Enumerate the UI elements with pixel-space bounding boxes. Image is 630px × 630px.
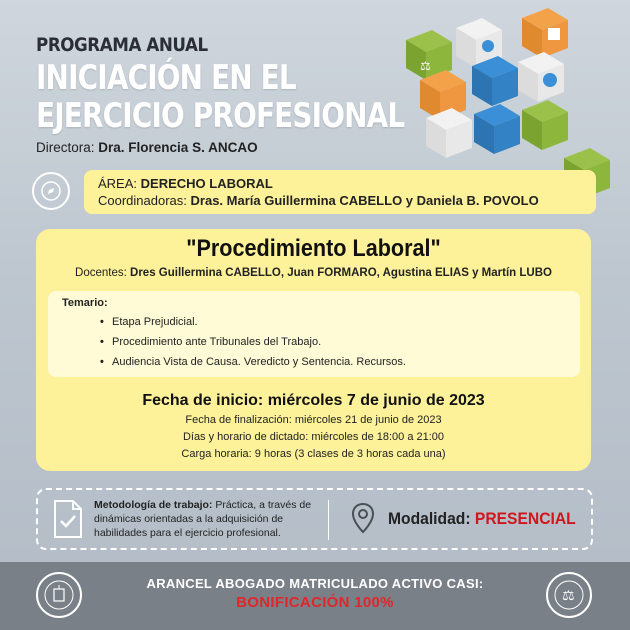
modality-label: Modalidad: bbox=[388, 509, 471, 528]
fee-label: ARANCEL ABOGADO MATRICULADO ACTIVO CASI: bbox=[146, 576, 484, 591]
docentes bbox=[36, 267, 591, 279]
compass-icon bbox=[32, 172, 70, 210]
document-check-icon bbox=[52, 499, 84, 539]
area-name: DERECHO LABORAL bbox=[140, 176, 273, 191]
workload: Carga horaria: 9 horas (3 clases de 3 horas cada una) bbox=[181, 448, 446, 460]
program-label: PROGRAMA ANUAL bbox=[36, 34, 208, 56]
area-label: ÁREA: bbox=[98, 176, 138, 191]
area-box bbox=[84, 170, 596, 214]
start-date: Fecha de inicio: miércoles 7 de junio de 2023 bbox=[142, 392, 485, 409]
institute-seal-logo bbox=[546, 572, 592, 618]
divider bbox=[328, 500, 329, 540]
coordinators-line bbox=[98, 192, 582, 209]
coord-names: Dras. María Guillermina CABELLO y Daniela B. POVOLO bbox=[190, 193, 539, 208]
modality-value: PRESENCIAL bbox=[474, 509, 576, 528]
methodology-text bbox=[94, 498, 314, 540]
docentes-names: Dres Guillermina CABELLO, Juan FORMARO, Agustina ELIAS y Martín LUBO bbox=[130, 267, 552, 279]
docentes-label: Docentes: bbox=[75, 267, 127, 279]
director-name: Dra. Florencia S. ANCAO bbox=[98, 140, 258, 155]
methodology-label: Metodología de trabajo: bbox=[94, 499, 213, 511]
area-line bbox=[98, 175, 582, 192]
coord-label: Coordinadoras: bbox=[98, 193, 187, 208]
temario-list bbox=[62, 312, 566, 372]
director-label: Directora: bbox=[36, 140, 95, 155]
modality bbox=[388, 509, 576, 529]
temario-box bbox=[48, 291, 580, 377]
location-pin-icon bbox=[350, 502, 376, 534]
svg-text:⚖: ⚖ bbox=[420, 59, 431, 73]
list-item: • Procedimiento ante Tribunales del Trabajo. bbox=[62, 332, 566, 352]
course-title: "Procedimiento Laboral" bbox=[186, 235, 441, 262]
title-line-1: INICIACIÓN EN EL bbox=[36, 58, 296, 98]
methodology-desc: Práctica, a través de dinámicas orientadas a la adquisición de habilidades para el ejercicio profesional. bbox=[94, 499, 312, 539]
fee-bonus: BONIFICACIÓN 100% bbox=[236, 594, 394, 611]
end-date: Fecha de finalización: miércoles 21 de junio de 2023 bbox=[185, 414, 442, 426]
list-item: • Audiencia Vista de Causa. Veredicto y Sentencia. Recursos. bbox=[62, 352, 566, 372]
title-line-2: EJERCICIO PROFESIONAL bbox=[36, 96, 405, 136]
temario-label: Temario: bbox=[62, 297, 108, 309]
list-item: • Etapa Prejudicial. bbox=[62, 312, 566, 332]
svg-text:⚖: ⚖ bbox=[562, 588, 575, 604]
schedule: Días y horario de dictado: miércoles de 18:00 a 21:00 bbox=[182, 431, 445, 443]
director bbox=[36, 140, 258, 155]
